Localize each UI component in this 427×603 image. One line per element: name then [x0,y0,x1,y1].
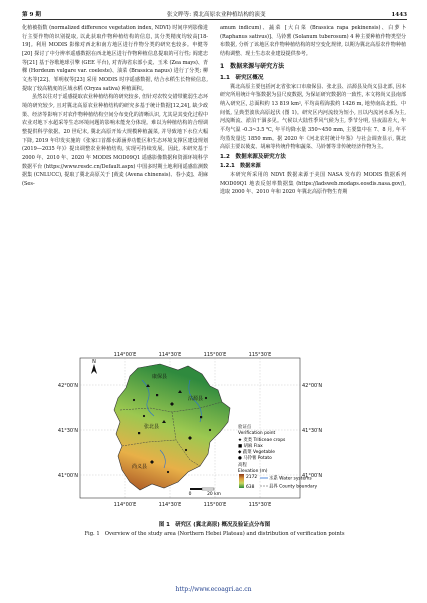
subsubsection-heading: 1.2.1 数据来源 [220,162,261,169]
legend-county: 县界 County boundary [269,484,318,490]
right-column [220,24,406,197]
running-header [22,6,407,20]
legend-item: ■ 胡麻 Flax [238,444,263,449]
paragraph: 虽然以往对于遥感提取农业种植结构的研究较多, 但针对农牧交错带脆弱生态环境的研究较少, 且对冀北高原农业种植结构的研究多基于统计数据[12,24], 缺少政策、经济等影响下对农作物种植结构空间分布变化的清晰认识, 尤其是其变化过程中农业对地下水超采等生态环境问题的影响未能充分体现。难以为种植结构的合理调整提供科学依据。20 世纪末, 冀北高原开始大规模种植蔬菜, 并导致地下水位大幅下降, 2019 年印发实施的《张家口首都水源涵养功能区和生态环境支撑区建设规划 (2019—2035 年)》提出调整农业种植结构, 实现可持续发展。因此, 本研究基于 2000 年、2010 年、2020 年 MODIS MOD09Q1 遥感影像数据和资源环境科学数据平台 (https://www.resdc.cn/Default.aspx) 中国多时期土地利用遥感监测数据集 (CNLUCC), 提取了冀北高原关于 [莜麦 (Avena chinensis)、春小麦]、胡麻 (Ses- [22,94,208,187]
legend-title: Verification point [238,431,276,436]
legend-item: ★ 麦类 Triticeae crops [238,438,286,443]
legend-elevation-title: 高程 [238,463,247,468]
lon-tick-label: 114°30′E [158,352,182,358]
legend-item: ◆ 蔬菜 Vegetable [238,450,275,455]
county-label: 沽源县 [188,396,204,402]
legend-title: 验证点 [238,425,252,430]
paragraph: amum indicum)、蔬菜 [大白菜 (Brassica rapa pekinensis)、白萝卜 (Raphanus sativus)]、马铃薯 (Solanum tuberosum) 4 种主要种植作物类型分布数据, 分析了该地区农作物种植结构的时空变化规律, 以期为冀北高原农作物种植结构调整、现土生态农业建设提供参考。 [220,25,406,57]
running-title: 张文晔等: 冀北高原农业种植结构的演变 [166,12,266,18]
lon-tick-label: 114°00′E [113,502,137,508]
legend-elevation-title: Elevation (m) [238,469,268,474]
footer-url[interactable]: http://www.ecoagri.ac.cn [175,586,252,593]
lon-tick-label: 115°30′E [248,502,272,508]
legend-item: ● 马铃薯 Potato [238,456,272,461]
scale-label: 0 [188,492,192,497]
paragraph: 本研究所采用的 NDVI 数据来源于美国 NASA 发布的 MODIS 数据系列 MOD09Q1 地表反射率数据集 (https://ladsweb.modaps.eosdis.nasa.gov/), 选取 2000 年、2010 年和 2020 年冀北高原作物生育期 [220,171,406,196]
paragraph: 冀北高原主要包括河北省张家口市康保县、张北县、沽源县及尚义县北部, 因本研究所用统计年鉴数据为县尺度数据, 为保证研究数据的一致性, 本文将尚义县南部纳入研究区, 总面积约 13 819 km², 平均高程海拔约 1426 m, 地势南高北低、中间低, 呈典型波状高原起伏 (图 1)。研究区内河流较为短小, 且以内流河水系为主, 河流断流、淤泊干涸多见。气候以大陆性季风气候为主, 季节分明, 昼夜温差大, 年平均气温 -0.3~3.5 ℃, 年平均降水量 350~450 mm, 主要集中在 7、8 月, 年平均蒸发量达 1850 mm。据 2020 年《河北农村统计年鉴》与社会调查显示, 冀北高原主要以莜麦、胡麻等传统作物和蔬菜、马铃薯等非传统经济作物为主。 [220,83,406,151]
lat-tick-label: 42°00′N [57,383,78,389]
scale-label: 20 km [207,492,221,497]
figure-caption-en: Fig. 1 Overview of the study area (Northern Hebei Plateau) and distribution of verification points [84,531,345,537]
lon-tick-label: 114°30′E [158,502,182,508]
paragraph: 化植被指数 (normalized difference vegetation index, NDVI) 时间序列影像进行主要作物的识别提取, 以此获取作物种植结构的信息, 其分类精度均较高[18-19]。利用 MODIS 影像对西北和南方地区进行作物分类的研究也较多。申健等[20] 探讨了中分辨率遥感数据在西北地区进行作物种植信息提取的可行性; 阎建忠等[21] 基于谷歌地球引擎 (GEE 平台), 对青海省东部小麦、玉米 (Zea mays)、青稞 (Hordeum vulgare var. coeleste)、油菜 (Brassica napus) 进行了分类; 柳文杰等[22]、邹明权等[23] 采用 MODIS 时序遥感数据, 结合水稻生长物候信息, 提取了较高精度的区域水稻 (Oryza sativa) 种植面积。 [22,25,208,92]
figure-caption-cn: 图 1 研究区 (冀北高原) 概况及验证点分布图 [158,522,271,528]
lat-tick-label: 41°00′N [57,473,78,479]
page-number: 1443 [391,12,407,18]
section-heading: 1 数据来源与研究方法 [220,62,285,70]
subsection-heading: 1.1 研究区概况 [220,74,264,81]
subsection-heading: 1.2 数据来源及研究方法 [220,153,286,160]
study-area-map [57,350,360,515]
lon-tick-label: 115°00′E [203,352,227,358]
elevation-min: 638 [246,485,255,490]
lat-tick-label: 41°00′N [302,473,323,479]
county-label: 尚义县 [132,464,148,470]
elevation-ramp [239,474,244,488]
legend-water: 水系 Water systems [269,476,312,482]
lon-tick-label: 115°30′E [248,352,272,358]
lon-tick-label: 115°00′E [203,502,227,508]
lon-tick-label: 114°00′E [113,352,137,358]
lat-tick-label: 42°00′N [302,383,323,389]
county-label: 张北县 [144,424,160,430]
lat-tick-label: 41°30′N [57,428,78,434]
county-label: 康保县 [152,374,168,380]
left-column [22,24,208,188]
svg-text:N: N [92,359,96,365]
elevation-max: 2172 [246,475,258,480]
issue-number: 第 9 期 [22,12,41,18]
lat-tick-label: 41°30′N [302,428,323,434]
